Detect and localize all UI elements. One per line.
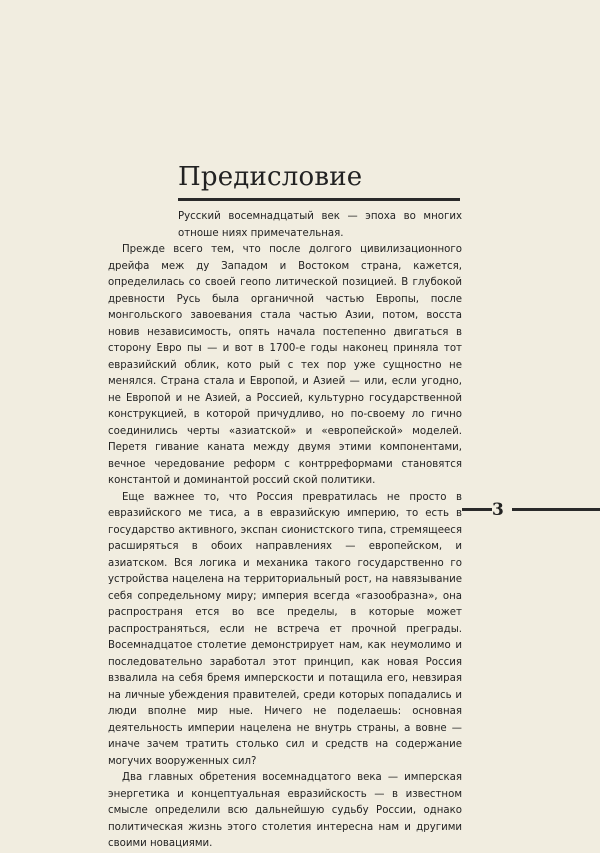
paragraph-line: европейском, и азиатском. Вся логика и механика такого государственно — [108, 541, 462, 569]
paragraph-line: Прежде всего тем, что после долгого цивилизационного дрейфа меж — [108, 244, 462, 272]
page-number-marker — [462, 500, 600, 524]
paragraph-line: внутрь страны, а вовне — иначе зачем тратить столько сил и средств на — [108, 722, 462, 750]
paragraph-line: тиса, а в евразийскую империю, то есть в государство активного, экспан — [108, 508, 462, 536]
paragraph-line: Азией — или, если угодно, не Европой и не Азией, а Россией, культурно — [108, 376, 462, 404]
paragraph-line: неумолимо и последовательно заработал этот принцип, как новая Россия — [108, 640, 462, 668]
paragraph-line: Европы, после монгольского завоевания стала частью Азии, потом, восста — [108, 293, 462, 321]
page-number-rule-right — [512, 508, 600, 511]
paragraph-1 — [108, 209, 462, 242]
paragraph-line: содержание могучих вооруженных сил? — [108, 739, 462, 767]
paragraph-2 — [108, 242, 462, 490]
paragraph-line: гично соединились черты «азиатской» и «европейской» моделей. Перетя — [108, 409, 462, 453]
paragraph-line: Русский восемнадцатый век — эпоха во многих отноше — [178, 211, 462, 239]
paragraph-line: дальнейшую судьбу России, однако политическая жизнь этого столетия — [108, 805, 463, 833]
paragraph-line: ниях примечательная. — [221, 227, 344, 239]
paragraph-line: Еще важнее то, что Россия превратилась не просто в евразийского ме — [108, 491, 462, 519]
paragraph-line: рый с тех пор уже сущностно не менялся. Страна стала и Европой, и — [108, 359, 462, 387]
paragraph-line: новив независимость, опять начала постепенно двигаться в сторону Евро — [108, 326, 462, 354]
paragraph-line: го устройства нацелена на территориальный рост, на навязывание себя — [108, 557, 462, 602]
page-number-rule-left — [462, 508, 492, 511]
title-underline-rule — [178, 198, 460, 201]
paragraph-line: пы — и вот в 1700-е годы наконец приняла тот евразийский облик, кото — [108, 343, 462, 371]
paragraph-line: ской политики. — [292, 475, 376, 486]
paragraph-line: Два главных обретения восемнадцатого века — имперская энергетика — [108, 772, 462, 800]
paragraph-line: ет прочной преграды. Восемнадцатое столетие демонстрирует нам, как — [108, 623, 462, 651]
paragraph-line: сопредельному миру; империя всегда «газообразна», она распространя — [108, 590, 462, 618]
paragraph-line: и концептуальная евразийскость — в известном смысле определили всю — [108, 788, 462, 816]
paragraph-line: государственной конструкцией, в которой причудливо, но по-своему ло — [108, 392, 462, 420]
paragraph-line: гивание каната между двумя этими компонентами, вечное чередование — [108, 442, 462, 470]
paragraph-4 — [108, 770, 462, 853]
paragraph-line: интересна нам и другими своими новациями. — [108, 821, 463, 849]
page-number: 3 — [492, 500, 504, 520]
paragraph-line: реформ с контрреформами становятся константой и доминантой россий — [108, 458, 462, 486]
paragraph-line: убеждения правителей, среди которых попадались и люди вполне мир — [108, 689, 462, 717]
paragraph-line: ется во все пределы, в которые может распространяться, если не встреча — [108, 607, 462, 635]
paragraph-line: литической позицией. В глубокой древности Русь была органичной частью — [108, 277, 462, 305]
paragraph-line: сионистского типа, стремящееся расширяться в обоих направлениях — — [108, 524, 462, 552]
paragraph-line: взвалила на себя бремя имперскости и потащила его, невзирая на личные — [108, 673, 462, 701]
body-text — [108, 209, 462, 853]
paragraph-line: ду Западом и Востоком страна, кажется, определилась со своей геопо — [108, 260, 462, 288]
paragraph-line: ные. Ничего не поделаешь: основная деятельность империи нацелена не — [108, 706, 462, 734]
paragraph-3 — [108, 490, 462, 771]
page-title: Предисловие — [178, 162, 363, 192]
